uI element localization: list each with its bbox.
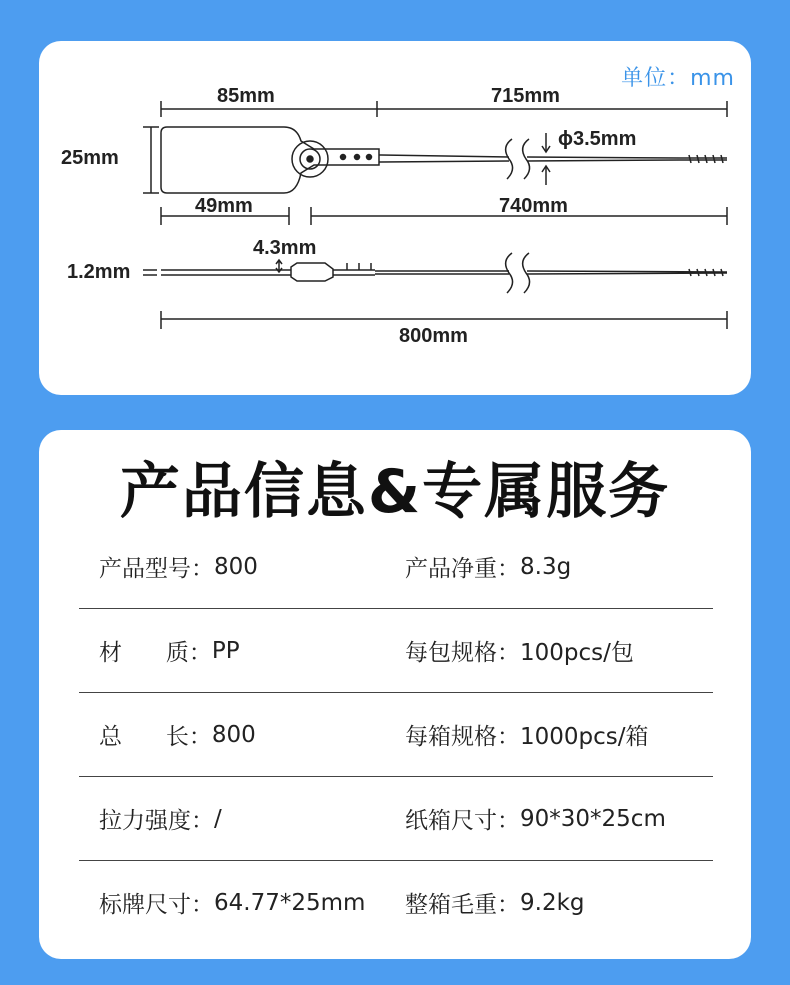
dim-total-length: 800mm xyxy=(399,325,468,347)
dim-tag-thickness: 1.2mm xyxy=(67,261,131,283)
spec-value: 800 xyxy=(211,721,256,748)
spec-value: 800 xyxy=(214,553,258,580)
spec-value: 1000pcs/箱 xyxy=(520,724,649,750)
dim-lock-to-end: 740mm xyxy=(499,195,568,217)
spec-key: 整箱毛重： xyxy=(405,892,520,918)
spec-value: PP xyxy=(211,637,240,664)
spec-key: 产品型号： xyxy=(99,556,214,582)
dim-tag-length: 85mm xyxy=(217,85,275,107)
tag-body xyxy=(161,127,379,193)
dim-lock-offset: 49mm xyxy=(195,195,253,217)
info-title: 产品信息&专属服务 xyxy=(119,457,671,527)
spec-key: 产品净重： xyxy=(405,556,520,582)
dim-strap-diameter: ϕ3.5mm xyxy=(558,128,637,150)
spec-row xyxy=(79,693,713,777)
spec-value: 90*30*25cm xyxy=(520,805,666,832)
spec-key: 每箱规格： xyxy=(405,724,520,750)
strap-line-a xyxy=(379,155,509,157)
spec-row xyxy=(79,777,713,861)
spec-row xyxy=(79,525,713,609)
info-card xyxy=(39,430,751,959)
dim-lock-thickness: 4.3mm xyxy=(253,237,317,259)
spec-key: 拉力强度： xyxy=(99,808,214,834)
spec-value: 8.3g xyxy=(520,553,572,580)
spec-value: 64.77*25mm xyxy=(214,889,366,916)
dim-tag-height: 25mm xyxy=(61,147,119,169)
unit-label: 单位：mm xyxy=(621,66,735,91)
side-lock-body xyxy=(291,263,333,281)
dim-strap-length: 715mm xyxy=(491,85,560,107)
spec-key: 每包规格： xyxy=(405,640,520,666)
diagram-card xyxy=(39,41,751,395)
spec-row xyxy=(79,609,713,693)
strap-line-b xyxy=(527,157,679,158)
spec-key: 材 质： xyxy=(99,640,212,666)
spec-key: 纸箱尺寸： xyxy=(405,808,520,834)
seal-drawing xyxy=(39,41,751,395)
spec-row xyxy=(79,861,713,944)
spec-key: 标牌尺寸： xyxy=(99,892,214,918)
spec-value: / xyxy=(214,805,222,832)
spec-value: 100pcs/包 xyxy=(520,640,634,666)
spec-value: 9.2kg xyxy=(520,889,585,916)
spec-key: 总 长： xyxy=(99,724,212,750)
